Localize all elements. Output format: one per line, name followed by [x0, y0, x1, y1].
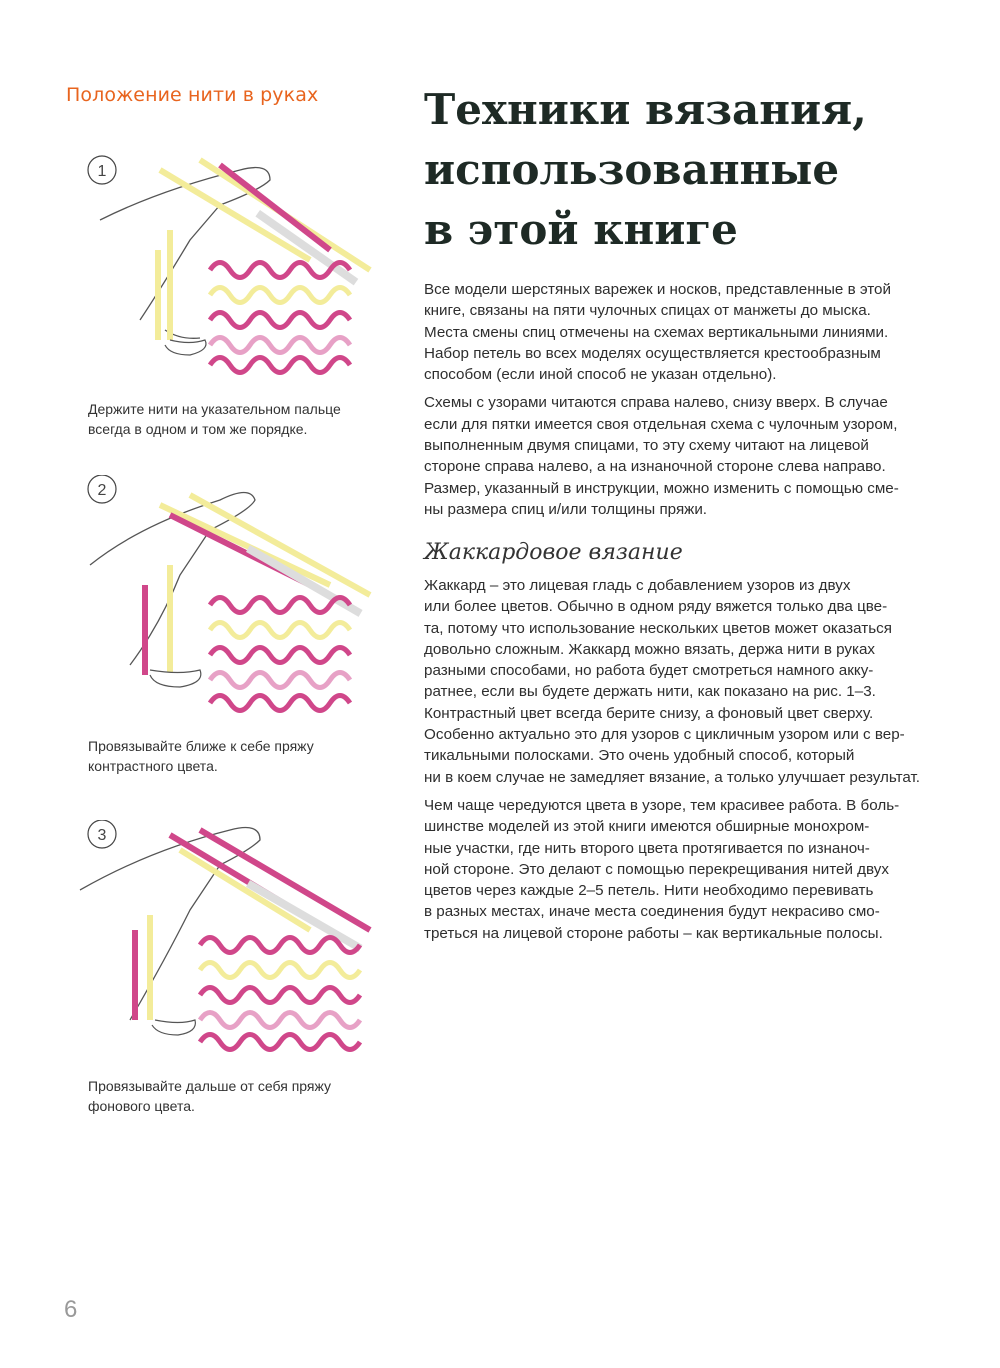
page-number: 6 [64, 1296, 78, 1323]
sidebar-title: Положение нити в руках [66, 84, 319, 106]
title-line: использованные [424, 145, 840, 194]
figure-3-caption [88, 1076, 388, 1116]
caption-line: всегда в одном и том же порядке. [88, 421, 308, 437]
text-line: Чем чаще чередуются цвета в узоре, тем красивее работа. В боль- [424, 796, 900, 814]
text-line: ной стороне. Это делают с помощью перекрещивания нитей двух [424, 860, 889, 878]
text-line: Контрастный цвет всегда берите снизу, а фоновый цвет сверху. [424, 704, 874, 722]
jacquard-paragraph-2 [424, 795, 954, 944]
text-line: довольно сложным. Жаккард можно вязать, держа нити в руках [424, 640, 876, 658]
text-line: та, потому что использование нескольких цветов может оказаться [424, 619, 892, 637]
text-line: или более цветов. Обычно в одном ряду вяжется только два цве- [424, 598, 888, 616]
text-line: Особенно актуально это для узоров с цикличным узором или с вер- [424, 726, 905, 744]
figure-1-illustration [70, 150, 390, 390]
intro-paragraph-1 [424, 279, 954, 385]
title-line: Техники вязания, [424, 85, 867, 134]
intro-paragraph-2 [424, 392, 954, 520]
text-line: ные участки, где нить второго цвета протягивается по изнаноч- [424, 839, 870, 857]
jacquard-paragraph-1 [424, 575, 954, 788]
figure-number: 3 [97, 827, 107, 844]
caption-line: фонового цвета. [88, 1098, 195, 1114]
text-line: способом (если иной способ не указан отдельно). [424, 366, 777, 384]
figure-1-caption [88, 399, 388, 439]
text-line: Все модели шерстяных варежек и носков, представленные в этой [424, 281, 891, 298]
text-line: цветов через каждые 2–5 петель. Нити необходимо перевивать [424, 882, 874, 900]
text-line: если для пятки имеется своя отдельная схема с чулочным узором, [424, 415, 898, 433]
text-line: шинстве моделей из этой книги имеются обширные монохром- [424, 818, 870, 836]
text-line: Жаккард – это лицевая гладь с добавлением узоров из двух [424, 577, 851, 594]
text-line: стороне справа налево, а на изнаночной стороне слева направо. [424, 458, 886, 476]
figure-number: 1 [97, 163, 107, 180]
text-line: Размер, указанный в инструкции, можно изменить с помощью сме- [424, 479, 899, 497]
caption-line: контрастного цвета. [88, 758, 218, 774]
text-line: ни в коем случае не замедляет вязание, а только улучшает результат. [424, 768, 920, 786]
text-line: в разных местах, иначе места соединения будут некрасиво смо- [424, 903, 880, 921]
title-line: в этой книге [424, 205, 738, 254]
text-line: выполненным двумя спицами, то эту схему читают на лицевой [424, 437, 869, 455]
text-line: разными способами, но работа будет смотреться намного акку- [424, 662, 874, 680]
text-line: книге, связаны на пяти чулочных спицах от манжеты до мыска. [424, 302, 871, 320]
figure-3-illustration [70, 820, 390, 1060]
jacquard-heading: Жаккардовое вязание [424, 540, 683, 565]
text-line: Набор петель во всех моделях осуществляется крестообразным [424, 344, 881, 362]
figure-2-illustration [70, 475, 390, 720]
text-line: треться на лицевой стороне работы – как вертикальные полосы. [424, 924, 883, 942]
text-line: тикальными полосками. Это очень удобный способ, который [424, 747, 855, 765]
figure-2-caption [88, 736, 388, 776]
intro-text [424, 279, 954, 527]
figure-number: 2 [97, 482, 107, 499]
text-line: ратнее, если вы будете держать нити, как показано на рис. 1–3. [424, 683, 876, 701]
text-line: Схемы с узорами читаются справа налево, снизу вверх. В случае [424, 394, 888, 412]
text-line: Места смены спиц отмечены на схемах вертикальными линиями. [424, 323, 889, 341]
text-line: ны размера спиц и/или толщины пряжи. [424, 500, 708, 518]
jacquard-text [424, 575, 954, 951]
caption-line: Провязывайте дальше от себя пряжу [88, 1078, 332, 1094]
page-title [424, 80, 964, 260]
caption-line: Провязывайте ближе к себе пряжу [88, 738, 314, 754]
caption-line: Держите нити на указательном пальце [88, 401, 341, 417]
